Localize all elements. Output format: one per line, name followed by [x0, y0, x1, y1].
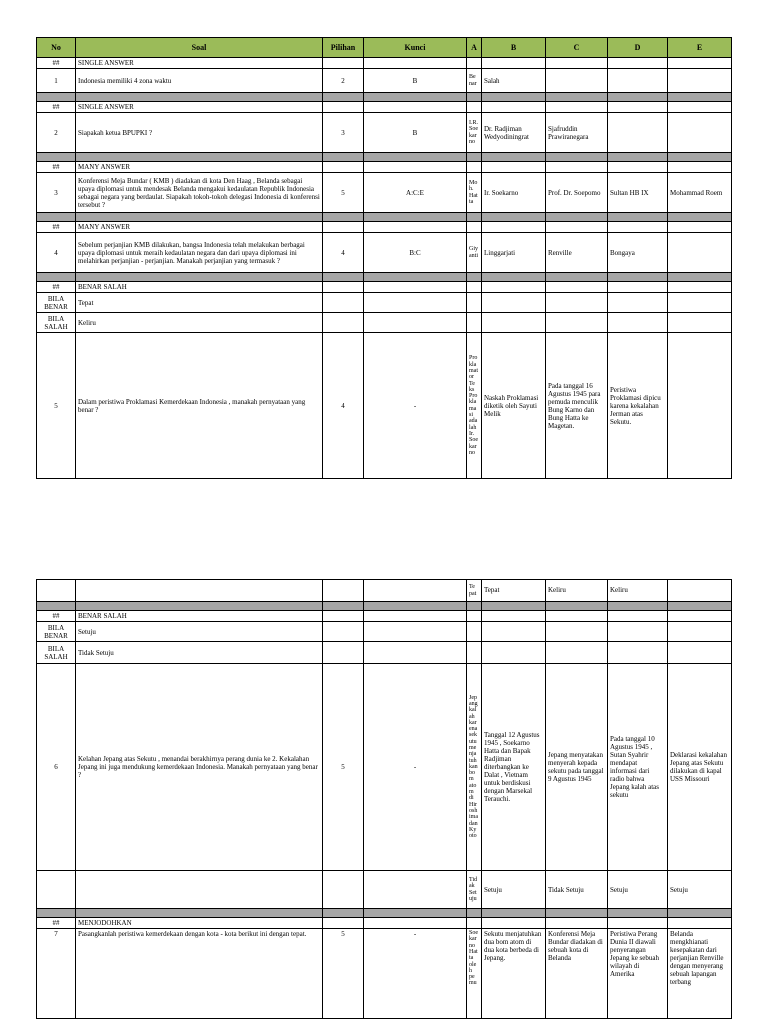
cell-c — [546, 313, 608, 333]
cell-soal: Kelahan Jepang atas Sekutu , menandai berakhirnya perang dunia ke 2. Kekalahan Jepang ini juga mendukung kemerdekaan Indonesia. Manakah pernyataan yang benar ? — [76, 664, 323, 871]
cell-b — [482, 642, 546, 664]
cell-pilihan — [323, 162, 364, 173]
cell-kunci — [364, 871, 467, 909]
cell-c — [546, 69, 608, 93]
cell-kunci — [364, 642, 467, 664]
cell-d — [608, 282, 668, 293]
question-row — [37, 929, 732, 1019]
question-table-page-1 — [36, 37, 732, 479]
cell-b — [482, 222, 546, 233]
separator-row — [37, 213, 732, 222]
cell-e — [668, 222, 732, 233]
cell-pilihan — [323, 642, 364, 664]
cell-b — [482, 622, 546, 642]
cell-e — [668, 69, 732, 93]
cell-c — [546, 222, 608, 233]
cell-a: Giy anti — [467, 233, 482, 273]
cell-a — [467, 162, 482, 173]
cell-a: Jep ang kal ah kar ena sek utu me nja tuh kan bo m ato m di Hir osh ima dan Ky oto — [467, 664, 482, 871]
cell-b: Ir. Soekarno — [482, 173, 546, 213]
option-label-row — [37, 622, 732, 642]
cell-d: Sultan HB IX — [608, 173, 668, 213]
cell-pilihan — [323, 918, 364, 929]
cell-pilihan: 5 — [323, 929, 364, 1019]
col-header-c: C — [546, 38, 608, 58]
cell-d — [608, 611, 668, 622]
cell-c: Jepang menyatakan menyerah kepada sekutu pada tanggal 9 Agustus 1945 — [546, 664, 608, 871]
cell-kunci — [364, 222, 467, 233]
question-row — [37, 664, 732, 871]
cell-soal: Sebelum perjanjian KMB dilakukan, bangsa Indonesia telah melakukan berbagai upaya diplomasi untuk meraih kedaulatan negara dan dari upaya diplomasi ini melahirkan perjanjian - perjanjian. Manakah perjanjian yang termasuk ? — [76, 233, 323, 273]
cell-b — [482, 282, 546, 293]
cell-e — [668, 580, 732, 602]
cell-pilihan — [323, 313, 364, 333]
cell-soal: Tepat — [76, 293, 323, 313]
cell-b — [482, 102, 546, 113]
cell-kunci: B — [364, 69, 467, 93]
cell-soal: BENAR SALAH — [76, 282, 323, 293]
cell-no: 4 — [37, 233, 76, 273]
cell-d: Peristiwa Perang Dunia II diawali penyerangan Jepang ke sebuah wilayah di Amerika — [608, 929, 668, 1019]
section-row — [37, 102, 732, 113]
cell-e — [668, 293, 732, 313]
cell-kunci: - — [364, 333, 467, 479]
cell-c — [546, 918, 608, 929]
cell-e — [668, 233, 732, 273]
separator-row — [37, 153, 732, 162]
option-label-row — [37, 293, 732, 313]
cell-no: ## — [37, 282, 76, 293]
cell-e — [668, 918, 732, 929]
cell-pilihan — [323, 58, 364, 69]
cell-c — [546, 162, 608, 173]
cell-b — [482, 918, 546, 929]
cell-d — [608, 642, 668, 664]
cell-d — [608, 622, 668, 642]
cell-pilihan — [323, 611, 364, 622]
cell-soal: Tidak Setuju — [76, 642, 323, 664]
cell-soal: SINGLE ANSWER — [76, 102, 323, 113]
section-row — [37, 282, 732, 293]
option-row — [37, 871, 732, 909]
cell-no — [37, 871, 76, 909]
cell-no: ## — [37, 162, 76, 173]
cell-b — [482, 58, 546, 69]
cell-c: Tidak Setuju — [546, 871, 608, 909]
col-header-soal: Soal — [76, 38, 323, 58]
cell-b — [482, 293, 546, 313]
cell-a: I.R. Soe kar no — [467, 113, 482, 153]
cell-d: Bongaya — [608, 233, 668, 273]
question-row — [37, 69, 732, 93]
col-header-e: E — [668, 38, 732, 58]
question-table-page-2 — [36, 579, 732, 1019]
cell-soal: Pasangkanlah peristiwa kemerdekaan dengan kota - kota berikut ini dengan tepat. — [76, 929, 323, 1019]
separator-row — [37, 602, 732, 611]
cell-a — [467, 622, 482, 642]
col-header-d: D — [608, 38, 668, 58]
cell-no: ## — [37, 611, 76, 622]
cell-no — [37, 580, 76, 602]
cell-b: Tepat — [482, 580, 546, 602]
cell-a — [467, 293, 482, 313]
cell-a: Be nar — [467, 69, 482, 93]
cell-d — [608, 313, 668, 333]
cell-d — [608, 162, 668, 173]
col-header-pilihan: Pilihan — [323, 38, 364, 58]
cell-a — [467, 102, 482, 113]
col-header-no: No — [37, 38, 76, 58]
cell-c — [546, 293, 608, 313]
cell-kunci — [364, 580, 467, 602]
cell-b: Tanggal 12 Agustus 1945 , Soekarno Hatta dan Bapak Radjiman diterbangkan ke Dalat , Vietnam untuk berdiskusi dengan Marsekal Terauchi. — [482, 664, 546, 871]
cell-soal: MENJODOHKAN — [76, 918, 323, 929]
cell-no: 6 — [37, 664, 76, 871]
section-row — [37, 918, 732, 929]
cell-c — [546, 282, 608, 293]
cell-d: Setuju — [608, 871, 668, 909]
cell-d — [608, 69, 668, 93]
section-row — [37, 58, 732, 69]
section-row — [37, 611, 732, 622]
cell-soal: Keliru — [76, 313, 323, 333]
cell-a: Tid ak Set uju — [467, 871, 482, 909]
cell-pilihan — [323, 622, 364, 642]
cell-pilihan: 5 — [323, 173, 364, 213]
cell-b: Linggarjati — [482, 233, 546, 273]
cell-pilihan: 3 — [323, 113, 364, 153]
cell-c: Sjafruddin Prawiranegara — [546, 113, 608, 153]
cell-b — [482, 162, 546, 173]
cell-pilihan: 2 — [323, 69, 364, 93]
cell-soal: MANY ANSWER — [76, 162, 323, 173]
cell-a: Soe kar no Hat ta ole h pe mu — [467, 929, 482, 1019]
cell-soal: Siapakah ketua BPUPKI ? — [76, 113, 323, 153]
cell-c: Keliru — [546, 580, 608, 602]
cell-d — [608, 102, 668, 113]
cell-kunci — [364, 102, 467, 113]
cell-no: 5 — [37, 333, 76, 479]
cell-b: Setuju — [482, 871, 546, 909]
col-header-a: A — [467, 38, 482, 58]
question-row — [37, 333, 732, 479]
cell-c: Prof. Dr. Soepomo — [546, 173, 608, 213]
cell-a: Te pat — [467, 580, 482, 602]
cell-d: Pada tanggal 10 Agustus 1945 , Sutan Syahrir mendapat informasi dari radio bahwa Jepang kalah atas sekutu — [608, 664, 668, 871]
cell-kunci — [364, 918, 467, 929]
cell-pilihan: 4 — [323, 233, 364, 273]
cell-kunci — [364, 282, 467, 293]
cell-soal: Konferensi Meja Bundar ( KMB ) diadakan di kota Den Haag , Belanda sebagai upaya diplomasi untuk mendesak Belanda mengakui kedaulatan Republik Indonesia sebagai negara yang berdaulat. Siapakah tokoh-tokoh delegasi Indonesia di konferensi tersebut ? — [76, 173, 323, 213]
cell-kunci: B:C — [364, 233, 467, 273]
cell-a — [467, 282, 482, 293]
option-label-row — [37, 313, 732, 333]
cell-e: Setuju — [668, 871, 732, 909]
cell-c — [546, 58, 608, 69]
separator-row — [37, 909, 732, 918]
cell-pilihan: 4 — [323, 333, 364, 479]
cell-c: Pada tanggal 16 Agustus 1945 para pemuda menculik Bung Karno dan Bung Hatta ke Magetan. — [546, 333, 608, 479]
cell-d: Keliru — [608, 580, 668, 602]
cell-b — [482, 313, 546, 333]
cell-pilihan — [323, 222, 364, 233]
cell-e — [668, 313, 732, 333]
cell-a: Pro kla mat or Te ks Pro kla ma si ada lah Ir. Soe kar no — [467, 333, 482, 479]
cell-e — [668, 162, 732, 173]
cell-soal — [76, 580, 323, 602]
cell-pilihan — [323, 282, 364, 293]
cell-kunci — [364, 622, 467, 642]
col-header-b: B — [482, 38, 546, 58]
cell-no: BILA BENAR — [37, 293, 76, 313]
cell-no: ## — [37, 58, 76, 69]
cell-b — [482, 611, 546, 622]
cell-kunci — [364, 162, 467, 173]
cell-no: ## — [37, 918, 76, 929]
header-row — [37, 38, 732, 58]
cell-c — [546, 622, 608, 642]
cell-b: Salah — [482, 69, 546, 93]
cell-e: Mohammad Roem — [668, 173, 732, 213]
cell-pilihan — [323, 293, 364, 313]
cell-a — [467, 642, 482, 664]
cell-no: ## — [37, 222, 76, 233]
cell-no: 2 — [37, 113, 76, 153]
cell-no: 1 — [37, 69, 76, 93]
cell-d — [608, 222, 668, 233]
cell-e — [668, 622, 732, 642]
cell-kunci: - — [364, 664, 467, 871]
cell-no: ## — [37, 102, 76, 113]
separator-row — [37, 93, 732, 102]
cell-c: Konferensi Meja Bundar diadakan di sebuah kota di Belanda — [546, 929, 608, 1019]
cell-soal: BENAR SALAH — [76, 611, 323, 622]
cell-d — [608, 58, 668, 69]
cell-kunci: B — [364, 113, 467, 153]
cell-pilihan — [323, 871, 364, 909]
cell-kunci — [364, 58, 467, 69]
cell-kunci — [364, 611, 467, 622]
col-header-kunci: Kunci — [364, 38, 467, 58]
cell-kunci: A:C:E — [364, 173, 467, 213]
cell-kunci — [364, 313, 467, 333]
cell-e — [668, 611, 732, 622]
question-row — [37, 113, 732, 153]
cell-e — [668, 282, 732, 293]
cell-c: Renville — [546, 233, 608, 273]
option-row — [37, 580, 732, 602]
cell-e — [668, 102, 732, 113]
cell-soal — [76, 871, 323, 909]
cell-pilihan — [323, 580, 364, 602]
cell-pilihan — [323, 102, 364, 113]
cell-c — [546, 102, 608, 113]
cell-no: BILA SALAH — [37, 642, 76, 664]
cell-e: Deklarasi kekalahan Jepang atas Sekutu dilakukan di kapal USS Missouri — [668, 664, 732, 871]
separator-row — [37, 273, 732, 282]
cell-soal: MANY ANSWER — [76, 222, 323, 233]
cell-d: Peristiwa Proklamasi dipicu karena kekalahan Jerman atas Sekutu. — [608, 333, 668, 479]
cell-kunci: - — [364, 929, 467, 1019]
cell-no: 3 — [37, 173, 76, 213]
question-row — [37, 173, 732, 213]
cell-e — [668, 58, 732, 69]
cell-b: Sekutu menjatuhkan dua bom atom di dua kota berbeda di Jepang. — [482, 929, 546, 1019]
cell-e — [668, 113, 732, 153]
section-row — [37, 222, 732, 233]
cell-a: Mo h. Hat ta — [467, 173, 482, 213]
cell-no: 7 — [37, 929, 76, 1019]
cell-soal: Setuju — [76, 622, 323, 642]
cell-no: BILA SALAH — [37, 313, 76, 333]
cell-kunci — [364, 293, 467, 313]
question-row — [37, 233, 732, 273]
option-label-row — [37, 642, 732, 664]
section-row — [37, 162, 732, 173]
cell-soal: Dalam peristiwa Proklamasi Kemerdekaan Indonesia , manakah pernyataan yang benar ? — [76, 333, 323, 479]
cell-a — [467, 58, 482, 69]
cell-e — [668, 333, 732, 479]
cell-a — [467, 222, 482, 233]
cell-b: Naskah Proklamasi diketik oleh Sayuti Melik — [482, 333, 546, 479]
cell-no: BILA BENAR — [37, 622, 76, 642]
cell-a — [467, 918, 482, 929]
cell-e: Belanda mengkhianati kesepakatan dari perjanjian Renville dengan menyerang sebuah lapangan terbang — [668, 929, 732, 1019]
cell-soal: Indonesia memiliki 4 zona waktu — [76, 69, 323, 93]
cell-e — [668, 642, 732, 664]
cell-d — [608, 113, 668, 153]
cell-soal: SINGLE ANSWER — [76, 58, 323, 69]
cell-c — [546, 611, 608, 622]
cell-d — [608, 918, 668, 929]
cell-b: Dr. Radjiman Wedyodiningrat — [482, 113, 546, 153]
cell-a — [467, 313, 482, 333]
cell-d — [608, 293, 668, 313]
cell-a — [467, 611, 482, 622]
cell-c — [546, 642, 608, 664]
cell-pilihan: 5 — [323, 664, 364, 871]
